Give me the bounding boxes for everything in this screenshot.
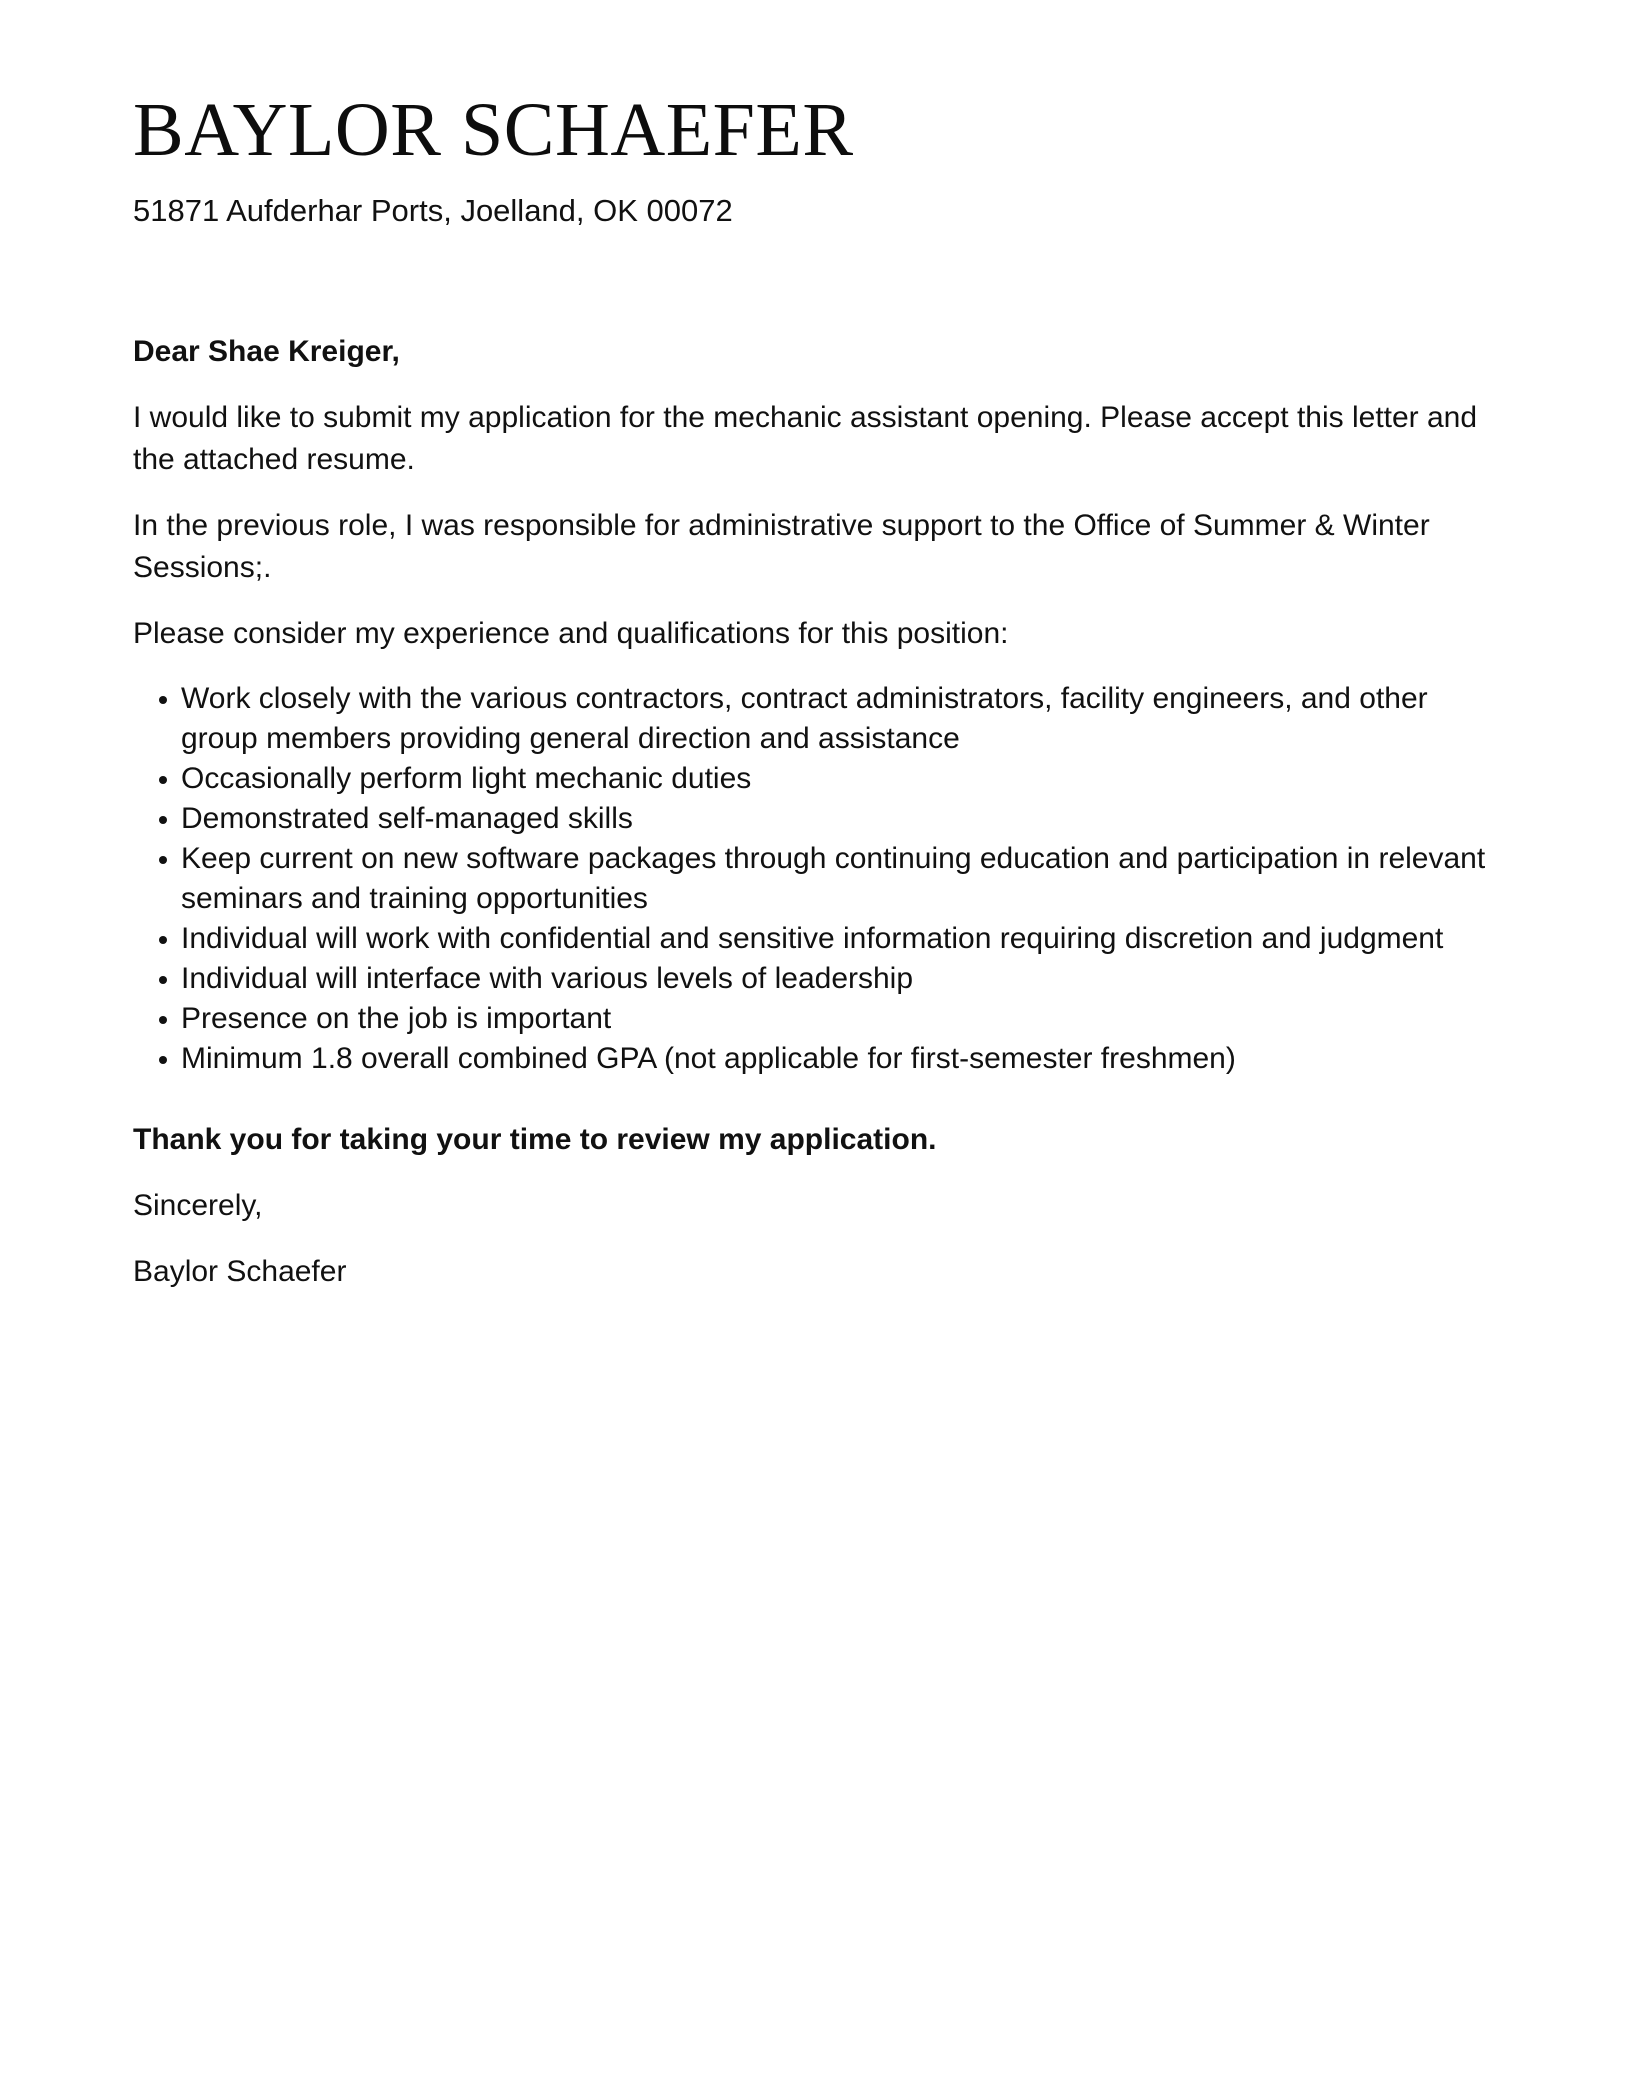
applicant-address: 51871 Aufderhar Ports, Joelland, OK 00072 xyxy=(133,193,733,228)
list-item: Work closely with the various contractors, contract administrators, facility engineers, and other group members providing general direction and assistance xyxy=(181,679,1505,759)
list-item: Keep current on new software packages through continuing education and participation in relevant seminars and training opportunities xyxy=(181,839,1505,919)
greeting: Dear Shae Kreiger, xyxy=(133,335,400,368)
signature-name: Baylor Schaefer xyxy=(133,1255,347,1288)
applicant-name: BAYLOR SCHAEFER xyxy=(133,88,854,172)
list-item: Occasionally perform light mechanic duties xyxy=(181,759,1505,799)
qualifications-list xyxy=(133,679,1505,1079)
list-item: Demonstrated self-managed skills xyxy=(181,799,1505,839)
list-item: Individual will interface with various levels of leadership xyxy=(181,959,1505,999)
experience-paragraph: In the previous role, I was responsible for administrative support to the Office of Summer & Winter Sessions;. xyxy=(133,509,1430,584)
qualifications-intro: Please consider my experience and qualifications for this position: xyxy=(133,617,1009,650)
list-item: Minimum 1.8 overall combined GPA (not applicable for first-semester freshmen) xyxy=(181,1039,1505,1079)
list-item: Presence on the job is important xyxy=(181,999,1505,1039)
signoff: Sincerely, xyxy=(133,1189,263,1222)
closing-line: Thank you for taking your time to review my application. xyxy=(133,1123,937,1156)
list-item: Individual will work with confidential and sensitive information requiring discretion and judgment xyxy=(181,919,1505,959)
letter-body xyxy=(133,331,1505,1317)
intro-paragraph: I would like to submit my application for the mechanic assistant opening. Please accept this letter and the attached resume. xyxy=(133,401,1478,476)
